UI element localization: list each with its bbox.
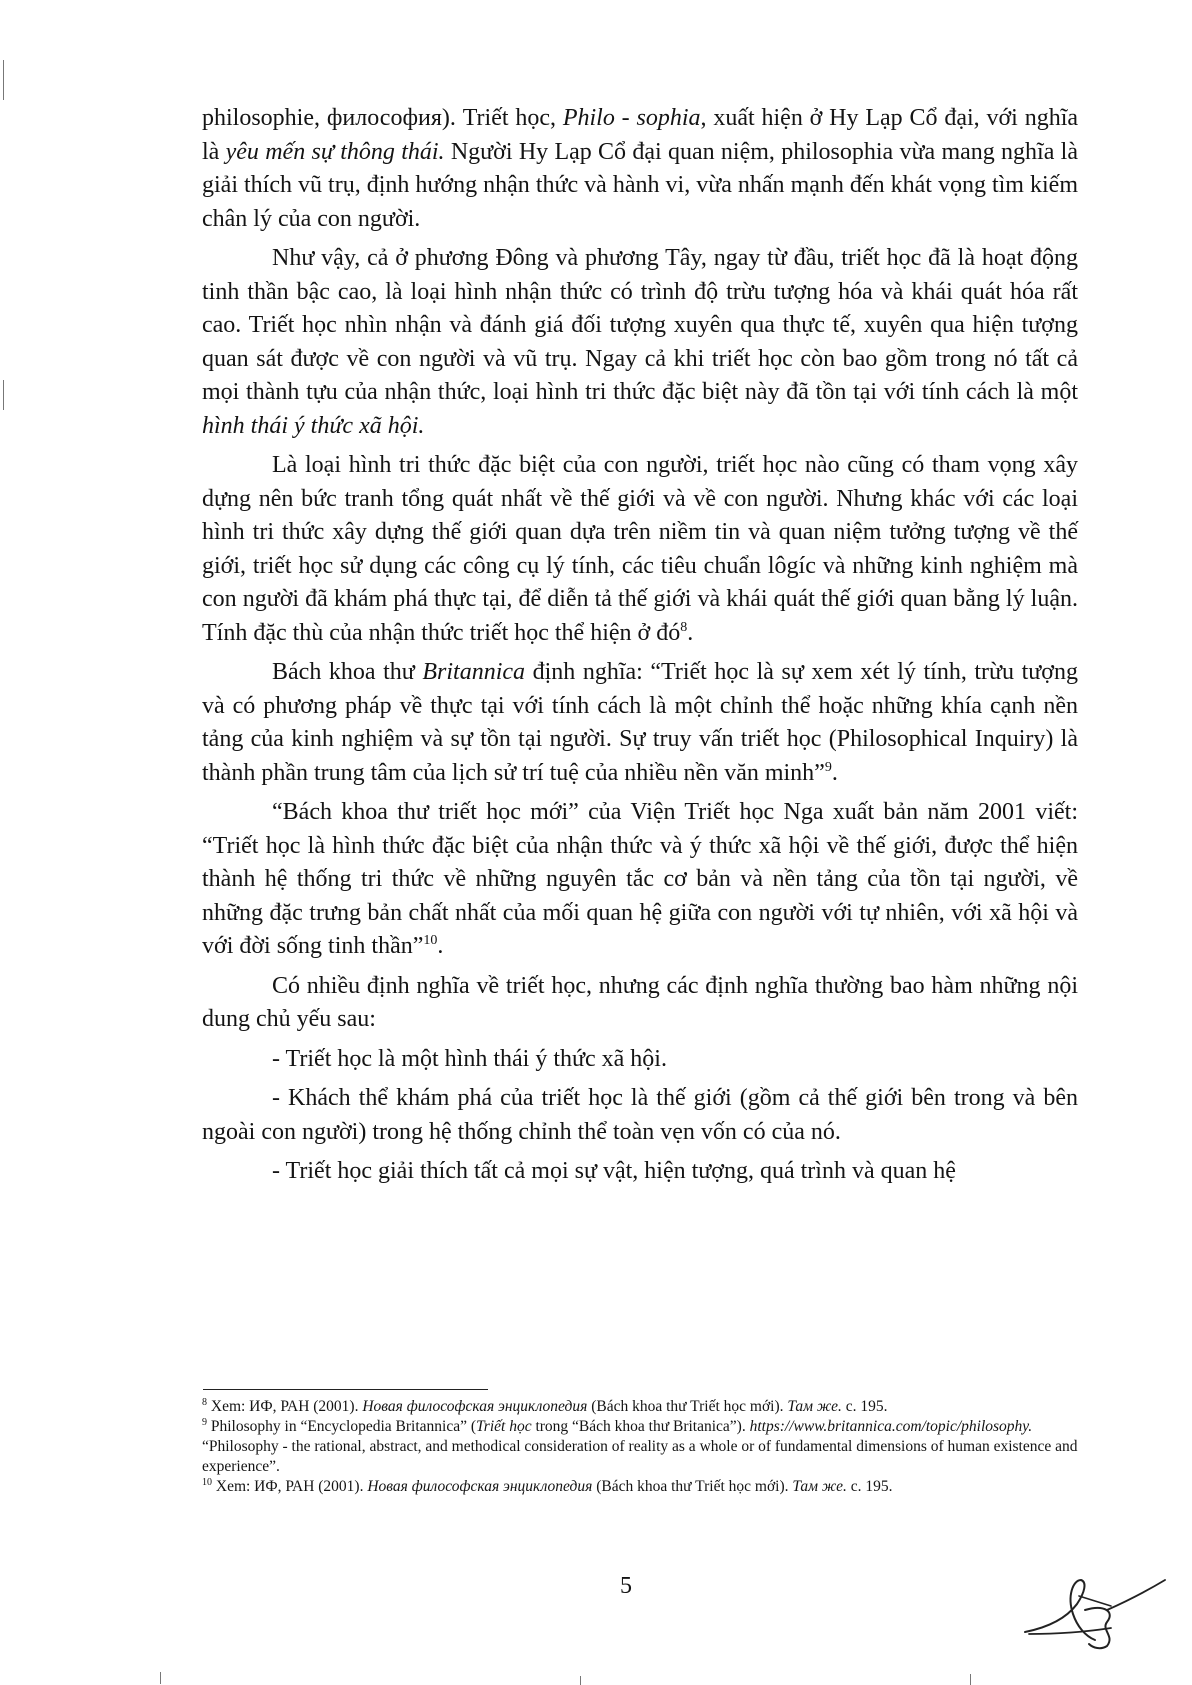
text-run: Bách khoa thư <box>272 659 423 685</box>
scan-edge-mark <box>970 1674 971 1685</box>
scan-edge-mark <box>3 60 4 100</box>
text-run: Người Hy Lạp Cổ đại quan niệm, philosophia vừa mang nghĩa là giải thích vũ trụ, định hướng nhận thức và hành vi, vừa nhấn mạnh đến khát vọng tìm kiếm chân lý của con người. <box>202 138 1078 232</box>
text-run: trong “Bách khoa thư Britanica”). <box>531 1418 750 1435</box>
italic-text: Там же. <box>787 1398 842 1415</box>
text-run: c. 195. <box>846 1478 893 1495</box>
footnote-ref: 10 <box>202 1476 212 1488</box>
footnote-divider <box>203 1389 488 1390</box>
signature-icon <box>1015 1570 1175 1652</box>
paragraph <box>202 449 1078 650</box>
italic-text: Britannica <box>422 659 526 685</box>
text-run: . <box>687 619 694 646</box>
text-run: (Bách khoa thư Triết học mới). <box>592 1478 793 1495</box>
text-run: Như vậy, cả ở phương Đông và phương Tây, ngay từ đầu, triết học đã là hoạt động tinh thần bậc cao, là loại hình nhận thức có trình độ trừu tượng hóa và khái quát hóa rất cao. Triết học nhìn nhận và đánh giá đối tượng xuyên qua thực tế, xuyên qua hiện tượng quan sát được về con người và vũ trụ. Ngay cả khi triết học còn bao gồm trong nó tất cả mọi thành tựu của nhận thức, loại hình tri thức đặc biệt này đã tồn tại với tính cách là một <box>202 245 1078 405</box>
bullet-paragraph <box>202 1043 1078 1077</box>
footnote-ref: 9 <box>824 759 832 775</box>
italic-text: https://www.britannica.com/topic/philosophy. <box>749 1418 1033 1435</box>
scan-edge-mark <box>3 380 4 410</box>
paragraph <box>202 970 1078 1037</box>
body-text <box>202 102 1078 1195</box>
italic-text: Новая философская энциклопедия <box>362 1398 588 1415</box>
text-run: - Triết học giải thích tất cả mọi sự vật, hiện tượng, quá trình và quan hệ <box>272 1158 956 1184</box>
text-run: “Philosophy - the rational, abstract, and methodical consideration of reality as a whole or of fundamental dimensions of human existence and experience”. <box>202 1438 1078 1475</box>
text-run: Xem: ИФ, РАН (2001). <box>207 1398 363 1415</box>
footnote-10 <box>202 1477 1082 1497</box>
text-run: Philosophy in “Encyclopedia Britannica” ( <box>207 1418 477 1435</box>
footnote-ref: 10 <box>423 933 438 948</box>
text-run: “Bách khoa thư triết học mới” của Viện Triết học Nga xuất bản năm 2001 viết: “Triết học là hình thức đặc biệt của nhận thức và ý thức xã hội về thế giới, được thể hiện thành hệ thống tri thức về những nguyên tắc cơ bản và nền tảng của tồn tại người, về những đặc trưng bản chất nhất của mối quan hệ giữa con người với tự nhiên, với xã hội và với đời sống tinh thần” <box>202 799 1078 959</box>
text-run: định nghĩa: “Triết học là sự xem xét lý tính, trừu tượng và có phương pháp về thực tại với tính cách là một chỉnh thể hoặc những khía cạnh nền tảng của kinh nghiệm và sự tồn tại người. Sự truy vấn triết học (Philosophical Inquiry) là thành phần trung tâm của lịch sử trí tuệ của nhiều nền văn minh” <box>202 659 1078 786</box>
footnote-ref: 8 <box>202 1396 207 1408</box>
paragraph <box>202 102 1078 236</box>
text-run: , xuất hiện ở Hy Lạp Cổ đại, với nghĩa là <box>202 105 1079 165</box>
italic-text: Triết học <box>476 1418 532 1435</box>
text-run: philosophie, философия). Triết học, <box>202 105 563 131</box>
text-run: . <box>437 933 444 959</box>
paragraph <box>202 796 1078 964</box>
text-run: (Bách khoa thư Triết học mới). <box>587 1398 788 1415</box>
scan-edge-mark <box>580 1676 581 1685</box>
footnote-ref: 9 <box>202 1416 207 1428</box>
italic-text: Новая философская энциклопедия <box>367 1478 593 1495</box>
footnotes <box>202 1397 1082 1497</box>
bullet-paragraph <box>202 1082 1078 1149</box>
bullet-paragraph <box>202 1155 1078 1189</box>
text-run: Là loại hình tri thức đặc biệt của con người, triết học nào cũng có tham vọng xây dựng nên bức tranh tổng quát nhất về thế giới và về con người. Nhưng khác với các loại hình tri thức xây dựng thế giới quan dựa trên niềm tin và quan niệm tưởng tượng về thế giới, triết học sử dụng các công cụ lý tính, các tiêu chuẩn lôgíc và những kinh nghiệm mà con người đã khám phá thực tại, để diễn tả thế giới và khái quát thế giới quan bằng lý luận. Tính đặc thù của nhận thức triết học thể hiện ở đó <box>202 452 1078 646</box>
text-run: . <box>831 759 838 786</box>
italic-text: Там же. <box>792 1478 847 1495</box>
text-run: Xem: ИФ, РАН (2001). <box>212 1478 368 1495</box>
text-run: Có nhiều định nghĩa về triết học, nhưng các định nghĩa thường bao hàm những nội dung chủ yếu sau: <box>202 972 1078 1032</box>
page-number: 5 <box>620 1573 632 1599</box>
text-run: c. 195. <box>841 1398 888 1415</box>
text-run: - Khách thể khám phá của triết học là thế giới (gồm cả thế giới bên trong và bên ngoài con người) trong hệ thống chỉnh thể toàn vẹn vốn có của nó. <box>202 1085 1078 1145</box>
paragraph <box>202 242 1078 443</box>
italic-text: Philo - sophia <box>562 105 701 131</box>
footnote-9 <box>202 1417 1082 1477</box>
italic-text: hình thái ý thức xã hội. <box>202 412 425 439</box>
footnote-8 <box>202 1397 1082 1417</box>
text-run: - Triết học là một hình thái ý thức xã hội. <box>272 1045 667 1072</box>
footnote-ref: 8 <box>680 619 688 635</box>
paragraph <box>202 656 1078 790</box>
scan-edge-mark <box>160 1672 161 1684</box>
italic-text: yêu mến sự thông thái. <box>225 138 445 165</box>
